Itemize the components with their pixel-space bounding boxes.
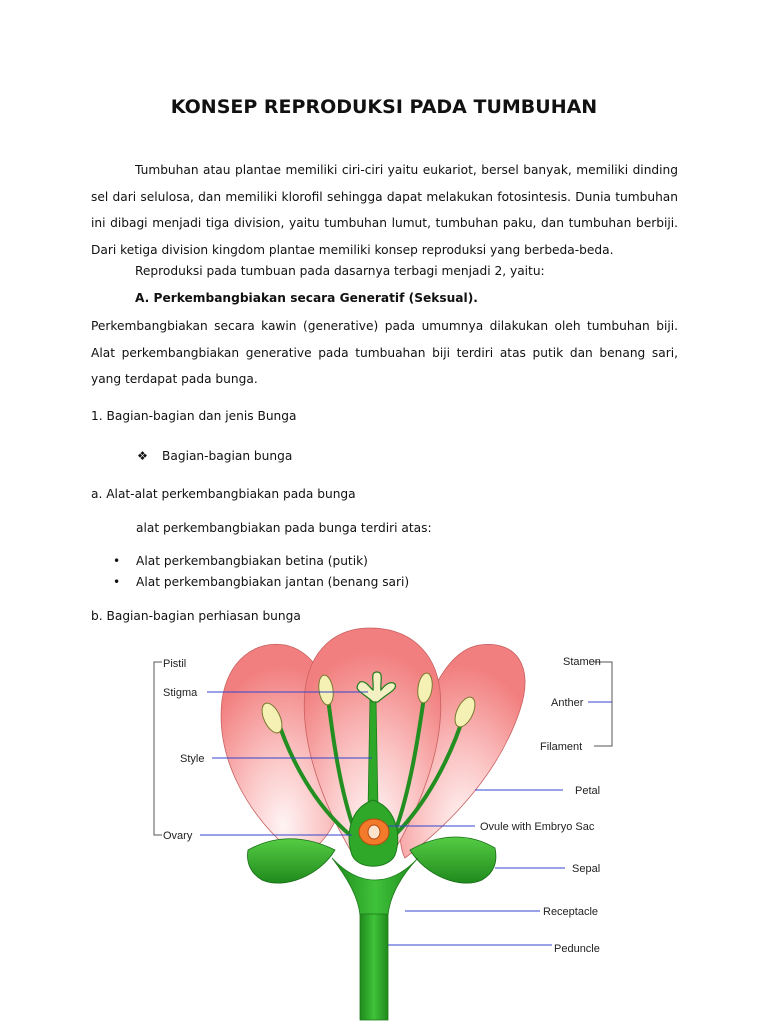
bullet-item: Alat perkembangbiakan betina (putik) xyxy=(136,554,368,568)
subheading-perhiasan: b. Bagian-bagian perhiasan bunga xyxy=(91,609,301,623)
document-title: KONSEP REPRODUKSI PADA TUMBUHAN xyxy=(170,96,598,118)
label-ovule: Ovule with Embryo Sac xyxy=(480,821,595,833)
label-stamen: Stamen xyxy=(563,656,601,668)
paragraph-reproduksi: Reproduksi pada tumbuan pada dasarnya terbagi menjadi 2, yaitu: xyxy=(135,264,545,278)
paragraph-intro: Tumbuhan atau plantae memiliki ciri-ciri yaitu eukariot, bersel banyak, memiliki dinding sel dari selulosa, dan memiliki klorofil sehingga dapat melakukan fotosintesis. Dunia tumbuhan ini dibagi menjadi tiga division, yaitu tumbuhan lumut, tumbuhan paku, dan tumbuhan berbiji. Dari ketiga division kingdom plantae memiliki konsep reproduksi yang berbeda-beda. xyxy=(91,163,678,257)
diamond-item-label: Bagian-bagian bunga xyxy=(162,449,293,463)
label-stigma: Stigma xyxy=(163,687,198,699)
label-ovary: Ovary xyxy=(163,830,193,842)
label-pistil: Pistil xyxy=(163,658,187,670)
bullet-icon: • xyxy=(113,575,121,589)
section-heading-bunga: 1. Bagian-bagian dan jenis Bunga xyxy=(91,409,297,423)
label-anther: Anther xyxy=(551,697,584,709)
label-sepal: Sepal xyxy=(572,863,601,875)
paragraph-alat: alat perkembangbiakan pada bunga terdiri atas: xyxy=(136,521,432,535)
right-bracket xyxy=(594,662,612,746)
left-bracket xyxy=(154,662,162,835)
peduncle xyxy=(360,914,388,1020)
sepal-left xyxy=(248,839,335,883)
label-style: Style xyxy=(180,753,205,765)
bullet-item: Alat perkembangbiakan jantan (benang sari) xyxy=(136,575,410,589)
embryo-sac xyxy=(368,825,380,839)
paragraph-generatif: Perkembangbiakan secara kawin (generative) pada umumnya dilakukan oleh tumbuhan biji. Alat perkembangbiakan generative pada tumbuahan biji terdiri atas putik dan benang sari, yang terdapat pada bunga. xyxy=(91,319,678,386)
label-filament: Filament xyxy=(540,741,583,753)
sepal-right xyxy=(410,837,496,883)
heading-generatif: A. Perkembangbiakan secara Generatif (Seksual). xyxy=(135,291,478,305)
label-petal: Petal xyxy=(575,785,601,797)
label-receptacle: Receptacle xyxy=(543,906,599,918)
subheading-alat: a. Alat-alat perkembangbiakan pada bunga xyxy=(91,487,356,501)
label-peduncle: Peduncle xyxy=(554,943,600,955)
diamond-bullet-icon: ❖ xyxy=(137,449,148,463)
bullet-icon: • xyxy=(113,554,121,568)
style-stalk xyxy=(368,700,378,810)
